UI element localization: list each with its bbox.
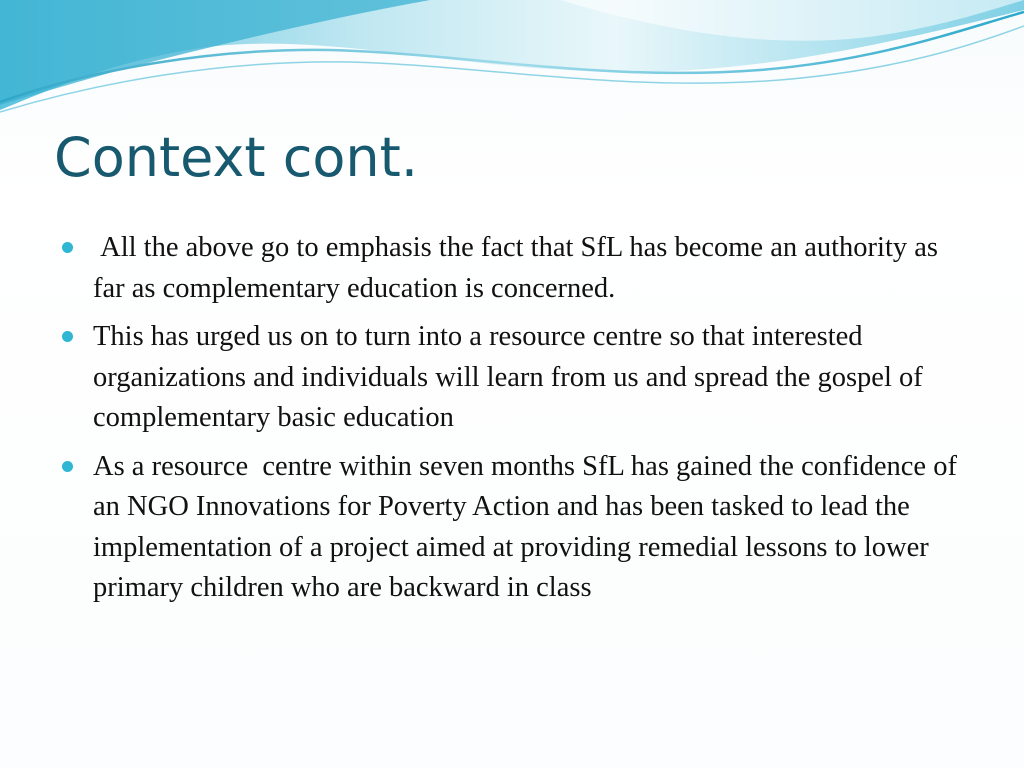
bullet-item [62, 317, 962, 439]
header-wave-decoration [0, 0, 1024, 130]
bullet-item [62, 447, 965, 609]
bullet-point-icon [62, 242, 73, 253]
bullet-list [62, 228, 965, 617]
bullet-text: This has urged us on to turn into a resource centre so that interested organizations and individuals will learn from us and spread the gospel of complementary basic education [93, 321, 930, 433]
slide-title: Context cont. [54, 126, 418, 189]
bullet-item [62, 228, 962, 309]
bullet-text: All the above go to emphasis the fact that SfL has become an authority as far as complementary education is concerned. [93, 232, 946, 304]
bullet-text: As a resource centre within seven months SfL has gained the confidence of an NGO Innovations for Poverty Action and has been tasked to lead the implementation of a project aimed at providing remedial lessons to lower primary children who are backward in class [93, 450, 965, 603]
bullet-point-icon [62, 331, 73, 342]
bullet-point-icon [62, 461, 73, 472]
